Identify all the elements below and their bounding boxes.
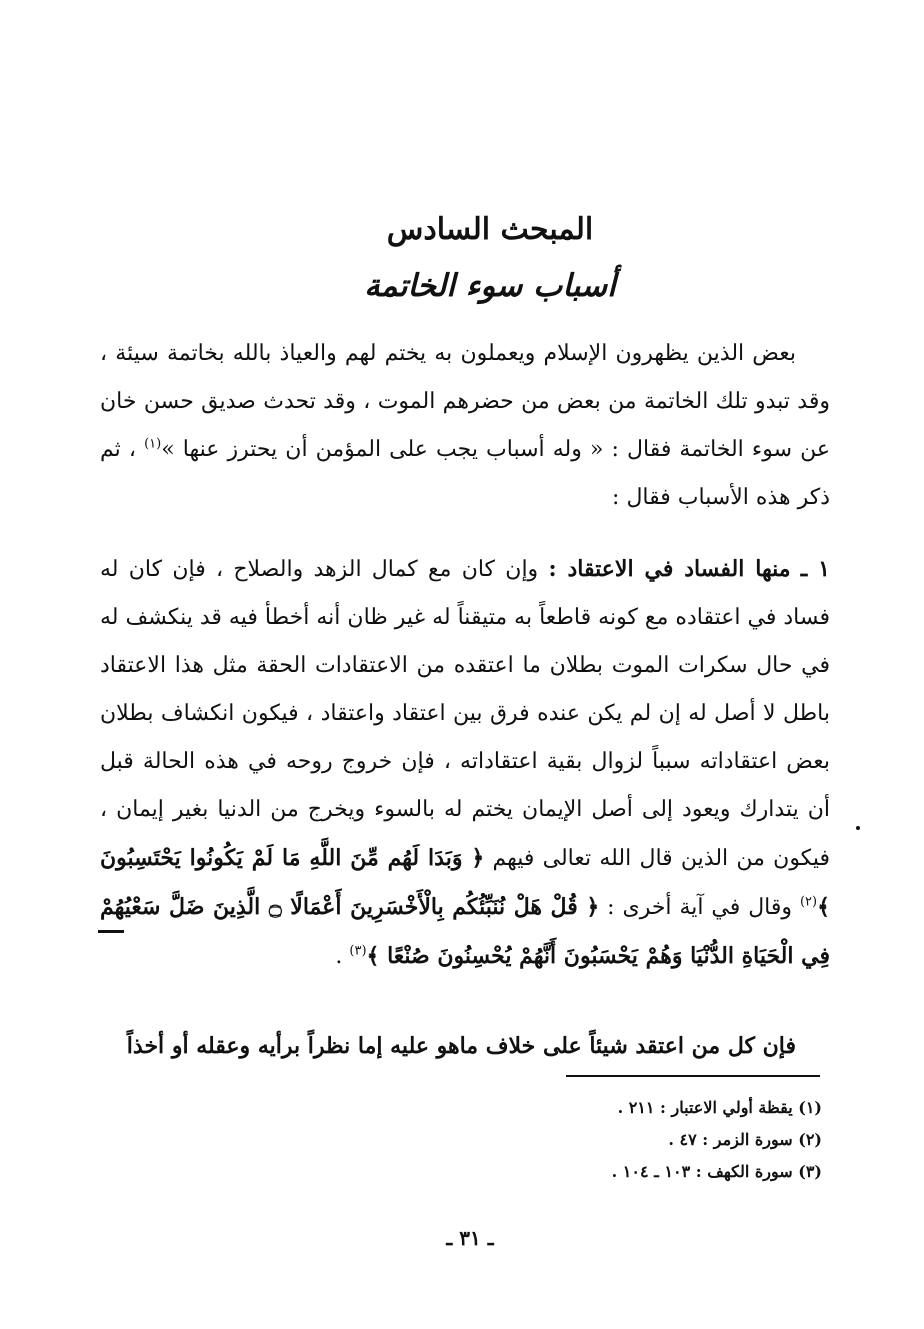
point-text-2: وقال في آية أخرى : — [599, 895, 800, 920]
footnote-divider — [566, 1075, 820, 1077]
margin-mark-dot — [856, 826, 860, 830]
point-number: ١ ـ — [800, 556, 830, 582]
quran-verse-2: ﴿ قُلْ هَلْ نُنَبِّئُكُم بِالْأَخْسَرِينَ أَعْمَالًا ۝ الَّذِينَ ضَلَّ سَعْيُهُمْ فِي الْحَيَاةِ الدُّنْيَا وَهُمْ يَحْسَبُونَ أَنَّهُمْ يُحْسِنُونَ صُنْعًا ﴾ — [100, 894, 830, 969]
quran-verse-1: ﴿ وَبَدَا لَهُم مِّنَ اللَّهِ مَا لَمْ يَكُونُوا يَحْتَسِبُونَ ﴾ — [100, 845, 830, 920]
point-1-paragraph — [100, 545, 830, 981]
intro-paragraph — [100, 330, 830, 522]
footnotes — [420, 1092, 822, 1188]
chapter-subtitle: أسباب سوء الخاتمة — [364, 268, 616, 304]
footnote-1: (١) يقظة أولي الاعتبار : ٢١١ . — [617, 1098, 822, 1117]
point-heading: منها الفساد في الاعتقاد : — [548, 556, 791, 582]
footnote-ref-1: (١) — [144, 436, 162, 452]
point-text-end: . — [335, 944, 350, 969]
page-number: ـ ٣١ ـ — [446, 1226, 494, 1250]
footnote-3: (٣) سورة الكهف : ١٠٣ ـ ١٠٤ . — [611, 1162, 822, 1181]
closing-line: فإن كل من اعتقد شيئاً على خلاف ماهو عليه إما نظراً برأيه وعقله أو أخذاً — [126, 1033, 796, 1059]
intro-text: بعض الذين يظهرون الإسلام ويعملون به يختم لهم والعياذ بالله بخاتمة سيئة ، وقد تبدو تلك الخاتمة من بعض من حضرهم الموت ، وقد تحدث صديق حسن خان عن سوء الخاتمة فقال : « وله أسباب يجب على المؤمن أن يحترز عنها » — [100, 341, 830, 462]
margin-mark-dash — [98, 930, 124, 933]
point-text: وإن كان مع كمال الزهد والصلاح ، فإن كان له فساد في اعتقاده مع كونه قاطعاً به متيقناً له غير ظان أنه أخطأ فيه قد ينكشف له في حال سكرات الموت بطلان ما اعتقده من الاعتقادات الحقة مثل هذا الاعتقاد باطل لا أصل له إن لم يكن عنده فرق بين اعتقاد واعتقاد ، فيكون انكشاف بطلان بعض اعتقاداته سبباً لزوال بقية اعتقاداته ، فإن خروج روحه في هذه الحالة قبل أن يتدارك ويعود إلى أصل الإيمان يختم له بالسوء ويخرج من الدنيا بغير إيمان ، فيكون من الذين قال الله تعالى فيهم — [100, 557, 830, 871]
intro-text-end: ، ثم ذكر هذه الأسباب فقال : — [100, 437, 830, 510]
footnote-ref-3: (٣) — [349, 943, 367, 959]
chapter-title: المبحث السادس — [386, 212, 594, 247]
footnote-ref-2: (٢) — [799, 894, 818, 910]
footnote-2: (٢) سورة الزمر : ٤٧ . — [668, 1130, 822, 1149]
